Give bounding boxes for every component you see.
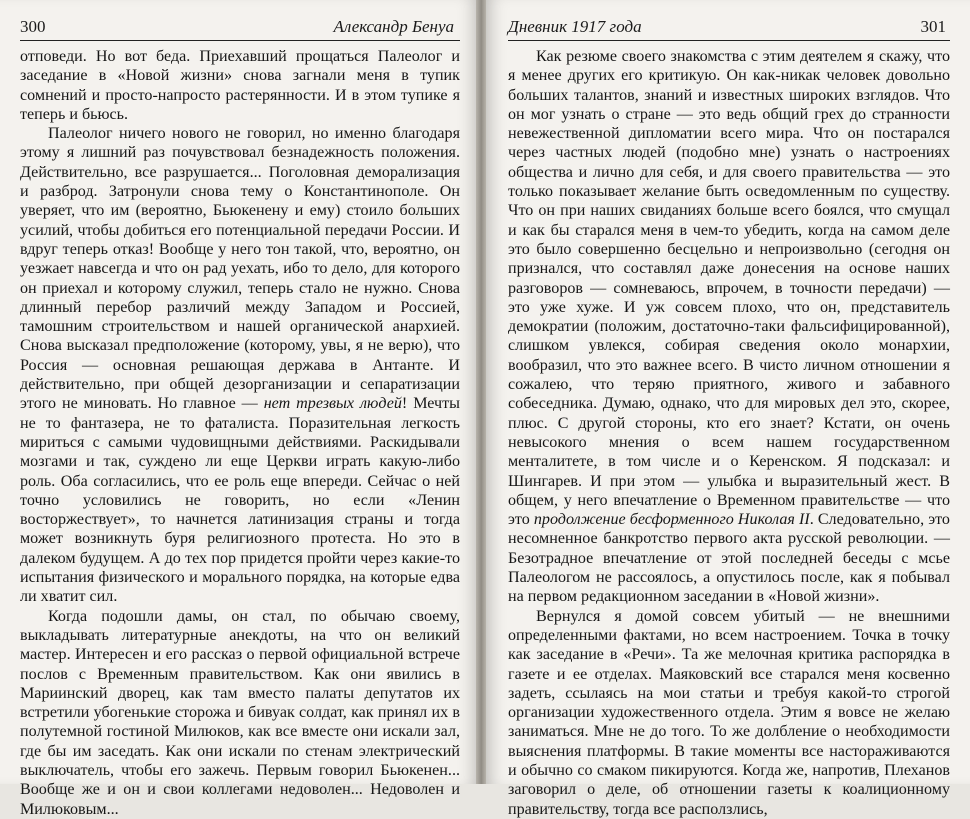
text-run: ! Мечты не то фантазера, не то фаталиста. Поразительная легкость мириться с самыми чудовищными действиями. Раскидывали мозгами и так, суждено ли еще Церкви играть какую-либо роль. Оба согласились, что ее роль еще впереди. Сейчас о ней точно условились не говорить, но если «Ленин восторжествует», то начнется латинизация страны и тогда может возникнуть буря религиозного протеста. Но это в далеком будущем. А до тех пор придется пройти через какие-то испытания физического и морального порядка, на которые едва ли хватит сил. [20,395,460,606]
right-body-text [508,47,950,819]
paragraph [508,47,950,607]
right-running-title: Дневник 1917 года [508,17,642,36]
text-run: . Следовательно, это несомненное банкротство первого акта русской революции. — Безотрадное впечатление от этой последней беседы с мсье Палеологом не рассоялось, а опустилось после, как я побывал на первом редакционном заседании в «Новой жизни». [508,511,950,606]
right-page-number: 301 [920,17,946,36]
right-page [486,0,970,818]
text-run: Вернулся я домой совсем убитый — не внешними определенными фактами, но всем настроением. Точка в точку как заседание в «Речи». Та же мелочная критика распорядка в газете и ее отделах. Маяковский все старался меня косвенно задеть, ссылаясь на мои статьи и требуя какой-то строгой организации художественного отдела. Этим я вовсе не желаю заниматься. Мне не до того. То же долбление о необходимости выяснения платформы. В такие моменты все настораживаются и обычно со смаком пикируются. Когда же, напротив, Плеханов заговорил о деле, об отношении газеты к коалиционному правительству, тогда все расползлись, [508,607,950,818]
left-page-number: 300 [20,17,46,36]
italic-phrase: нет трезвых людей [263,395,402,413]
left-page [0,0,478,818]
text-run: Когда подошли дамы, он стал, по обычаю своему, выкладывать литературные анекдоты, на что он великий мастер. Интересен и его рассказ о первой официальной встрече послов с Временным правительством. Как они явились в Мариинский дворец, как там вместо палаты депутатов их встретили убогенькие сторожа и бивуак солдат, как принял их в полутемной гостиной Милюков, как все вместе они искали зал, где бы им заседать. Как они искали по стенам электрический выключатель, чтобы его зажечь. Первым говорил Бьюкенен... Вообще же и он и свои коллегами недоволен... Недоволен и Милюковым... [20,607,460,818]
left-body-text [20,47,460,819]
right-running-head [508,14,950,41]
paragraph [20,47,460,124]
italic-phrase: продолжение бесформенного Николая II [533,511,810,529]
text-run: Палеолог ничего нового не говорил, но именно благодаря этому я лишний раз почувствовал безнадежность положения. Действительно, все разрушается... Поголовная деморализация и разброд. Затронули снова тему о Константинополе. Он уверяет, что им (вероятно, Бьюкенену и ему) стоило больших усилий, чтобы добиться его потенциальной передачи России. И вдруг теперь отказ! Вообще у него тон такой, что, вероятно, он уезжает навсегда и что он рад уехать, ибо то дело, для которого он приехал и которому служил, теперь стало не нужно. Снова длинный перебор различий между Западом и Россией, тамошним строительством и нашей органической анархией. Снова высказал предположение (которому, увы, я не верю), что Россия — основная решающая держава в Антанте. И действительно, при общей дезорганизации и сепаратизации этого не миновать. Но главное — [20,125,460,413]
paragraph [20,124,460,606]
text-run: Как резюме своего знакомства с этим деятелем я скажу, что я менее других его критикую. Он как-никак человек довольно больших талантов, знаний и известных широких взглядов. Что он мог узнать о стране — это ведь общий грех до странности невежественной дипломатии всего мира. Что он постарался через частных людей (подобно мне) узнать о настроениях общества и лично для себя, и для своего правительства — это только показывает желание быть осведомленным по существу. Что он при наших свиданиях больше всего боялся, что смущал и как бы старался меня в чем-то убедить, когда на самом деле это было совершенно бесцельно и непроизвольно (сегодня он признался, что составлял даже донесения на основе наших разговоров — сомневаюсь, впрочем, в точности передачи) — это уже хуже. И уж совсем плохо, что он, представитель демократии (положим, достаточно-таки фальсифицированной), слишком увлекся, собирая сведения около монархии, вообразил, что это важнее всего. В чисто личном отношении я сожалею, что теряю приятного, живого и забавного собеседника. Думаю, однако, что для мировых дел это, скорее, плюс. С другой стороны, кто его знает? Кстати, он очень невысокого мнения о всем нашем государственном менталитете, в том числе и о Керенском. Я подсказал: и Шингарев. И при этом — улыбка и выразительный жест. В общем, у него впечатление о Временном правительстве — что это [508,48,950,529]
left-running-title: Александр Бенуа [333,17,454,36]
paragraph [508,607,950,819]
left-running-head [20,14,460,41]
text-run: отповеди. Но вот беда. Приехавший прощаться Палеолог и заседание в «Новой жизни» снова загнали меня в тупик сомнений и просто-напросто растерянности. И в этом тупике я теперь и бьюсь. [20,48,460,123]
paragraph [20,607,460,819]
